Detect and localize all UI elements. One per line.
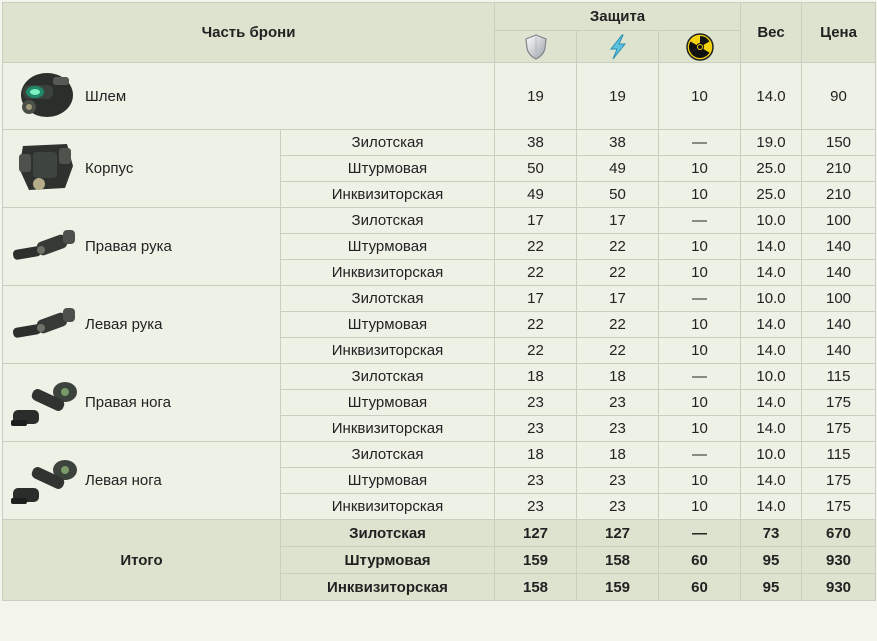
leg-icon <box>9 448 85 514</box>
price-cell: 210 <box>802 182 876 208</box>
energy-cell: 23 <box>577 416 659 442</box>
header-part: Часть брони <box>3 3 495 63</box>
energy-cell: 17 <box>577 286 659 312</box>
part-cell <box>3 442 281 520</box>
variant-cell: Инквизиторская <box>281 182 495 208</box>
totals-shield: 158 <box>495 574 577 601</box>
shield-cell: 23 <box>495 416 577 442</box>
header-price: Цена <box>802 3 876 63</box>
price-cell: 175 <box>802 468 876 494</box>
weight-cell: 10.0 <box>741 208 802 234</box>
totals-variant: Инквизиторская <box>281 574 495 601</box>
weight-cell: 10.0 <box>741 442 802 468</box>
energy-cell: 18 <box>577 364 659 390</box>
header-radiation <box>659 31 741 63</box>
variant-cell: Инквизиторская <box>281 338 495 364</box>
price-cell: 100 <box>802 286 876 312</box>
shield-cell: 17 <box>495 286 577 312</box>
radiation-icon <box>686 33 714 61</box>
energy-cell: 50 <box>577 182 659 208</box>
leg-icon <box>9 370 85 436</box>
variant-cell: Инквизиторская <box>281 494 495 520</box>
weight-cell: 25.0 <box>741 182 802 208</box>
arm-icon <box>9 214 85 280</box>
rad-cell: 10 <box>659 494 741 520</box>
part-cell <box>3 286 281 364</box>
header-protection: Защита <box>495 3 741 31</box>
totals-energy: 127 <box>577 520 659 547</box>
totals-rad: — <box>659 520 741 547</box>
rad-cell: 10 <box>659 312 741 338</box>
price-cell: 175 <box>802 416 876 442</box>
rad-cell: 10 <box>659 338 741 364</box>
part-wrap <box>3 214 280 280</box>
weight-cell: 14.0 <box>741 416 802 442</box>
energy-cell: 49 <box>577 156 659 182</box>
table-row <box>3 63 876 130</box>
price-cell: 100 <box>802 208 876 234</box>
totals-price: 930 <box>802 574 876 601</box>
weight-cell: 14.0 <box>741 234 802 260</box>
weight-cell: 19.0 <box>741 130 802 156</box>
price-cell: 210 <box>802 156 876 182</box>
price-cell: 175 <box>802 494 876 520</box>
part-cell <box>3 63 495 130</box>
armor-table <box>2 2 876 601</box>
totals-weight: 95 <box>741 574 802 601</box>
table-row <box>3 442 876 468</box>
part-name: Правая рука <box>85 238 172 255</box>
energy-cell: 22 <box>577 260 659 286</box>
shield-icon <box>522 33 550 61</box>
variant-cell: Зилотская <box>281 442 495 468</box>
totals-weight: 73 <box>741 520 802 547</box>
variant-cell: Инквизиторская <box>281 260 495 286</box>
table-row <box>3 208 876 234</box>
variant-cell: Инквизиторская <box>281 416 495 442</box>
totals-rad: 60 <box>659 574 741 601</box>
price-cell: 115 <box>802 442 876 468</box>
header-energy <box>577 31 659 63</box>
rad-cell: 10 <box>659 156 741 182</box>
rad-cell: 10 <box>659 63 741 130</box>
totals-price: 930 <box>802 547 876 574</box>
weight-cell: 14.0 <box>741 63 802 130</box>
energy-cell: 23 <box>577 390 659 416</box>
weight-cell: 14.0 <box>741 312 802 338</box>
shield-cell: 22 <box>495 260 577 286</box>
header-shield <box>495 31 577 63</box>
shield-cell: 17 <box>495 208 577 234</box>
price-cell: 115 <box>802 364 876 390</box>
energy-cell: 22 <box>577 234 659 260</box>
price-cell: 140 <box>802 234 876 260</box>
variant-cell: Штурмовая <box>281 468 495 494</box>
weight-cell: 10.0 <box>741 364 802 390</box>
part-cell <box>3 130 281 208</box>
table-row <box>3 286 876 312</box>
table-row <box>3 130 876 156</box>
part-name: Левая нога <box>85 472 162 489</box>
table-row <box>3 364 876 390</box>
energy-cell: 22 <box>577 312 659 338</box>
energy-cell: 23 <box>577 468 659 494</box>
totals-rad: 60 <box>659 547 741 574</box>
rad-cell: 10 <box>659 234 741 260</box>
totals-energy: 159 <box>577 574 659 601</box>
shield-cell: 18 <box>495 442 577 468</box>
totals-weight: 95 <box>741 547 802 574</box>
rad-cell: — <box>659 130 741 156</box>
part-name: Корпус <box>85 160 134 177</box>
variant-cell: Зилотская <box>281 130 495 156</box>
energy-cell: 22 <box>577 338 659 364</box>
part-cell <box>3 364 281 442</box>
shield-cell: 50 <box>495 156 577 182</box>
energy-cell: 17 <box>577 208 659 234</box>
rad-cell: — <box>659 364 741 390</box>
part-name: Левая рука <box>85 316 163 333</box>
price-cell: 175 <box>802 390 876 416</box>
price-cell: 140 <box>802 260 876 286</box>
price-cell: 140 <box>802 312 876 338</box>
rad-cell: — <box>659 286 741 312</box>
weight-cell: 14.0 <box>741 494 802 520</box>
part-cell <box>3 208 281 286</box>
weight-cell: 14.0 <box>741 468 802 494</box>
shield-cell: 22 <box>495 312 577 338</box>
variant-cell: Штурмовая <box>281 390 495 416</box>
price-cell: 90 <box>802 63 876 130</box>
torso-icon <box>9 136 85 202</box>
totals <box>3 520 876 601</box>
variant-cell: Штурмовая <box>281 234 495 260</box>
energy-cell: 19 <box>577 63 659 130</box>
weight-cell: 14.0 <box>741 338 802 364</box>
energy-cell: 38 <box>577 130 659 156</box>
lightning-icon <box>604 33 632 61</box>
shield-cell: 18 <box>495 364 577 390</box>
totals-energy: 158 <box>577 547 659 574</box>
part-name: Шлем <box>85 87 127 105</box>
arm-icon <box>9 292 85 358</box>
rad-cell: 10 <box>659 182 741 208</box>
rad-cell: 10 <box>659 260 741 286</box>
part-wrap <box>3 448 280 514</box>
shield-cell: 38 <box>495 130 577 156</box>
shield-cell: 23 <box>495 390 577 416</box>
part-wrap <box>3 370 280 436</box>
totals-variant: Зилотская <box>281 520 495 547</box>
variant-cell: Зилотская <box>281 364 495 390</box>
shield-cell: 22 <box>495 234 577 260</box>
variant-cell: Штурмовая <box>281 156 495 182</box>
totals-shield: 159 <box>495 547 577 574</box>
rad-cell: — <box>659 442 741 468</box>
rad-cell: 10 <box>659 468 741 494</box>
armor-rows <box>3 63 876 520</box>
totals-row <box>3 520 876 547</box>
shield-cell: 49 <box>495 182 577 208</box>
variant-cell: Штурмовая <box>281 312 495 338</box>
weight-cell: 25.0 <box>741 156 802 182</box>
part-wrap <box>3 292 280 358</box>
rad-cell: 10 <box>659 390 741 416</box>
weight-cell: 14.0 <box>741 390 802 416</box>
part-name: Правая нога <box>85 394 172 411</box>
variant-cell: Зилотская <box>281 286 495 312</box>
shield-cell: 22 <box>495 338 577 364</box>
totals-variant: Штурмовая <box>281 547 495 574</box>
totals-label: Итого <box>3 520 281 601</box>
totals-price: 670 <box>802 520 876 547</box>
shield-cell: 23 <box>495 468 577 494</box>
weight-cell: 10.0 <box>741 286 802 312</box>
price-cell: 150 <box>802 130 876 156</box>
part-wrap <box>3 136 280 202</box>
rad-cell: 10 <box>659 416 741 442</box>
weight-cell: 14.0 <box>741 260 802 286</box>
price-cell: 140 <box>802 338 876 364</box>
helmet-icon <box>9 63 85 129</box>
shield-cell: 23 <box>495 494 577 520</box>
rad-cell: — <box>659 208 741 234</box>
variant-cell: Зилотская <box>281 208 495 234</box>
part-wrap <box>3 63 494 129</box>
energy-cell: 23 <box>577 494 659 520</box>
energy-cell: 18 <box>577 442 659 468</box>
header-weight: Вес <box>741 3 802 63</box>
shield-cell: 19 <box>495 63 577 130</box>
totals-shield: 127 <box>495 520 577 547</box>
